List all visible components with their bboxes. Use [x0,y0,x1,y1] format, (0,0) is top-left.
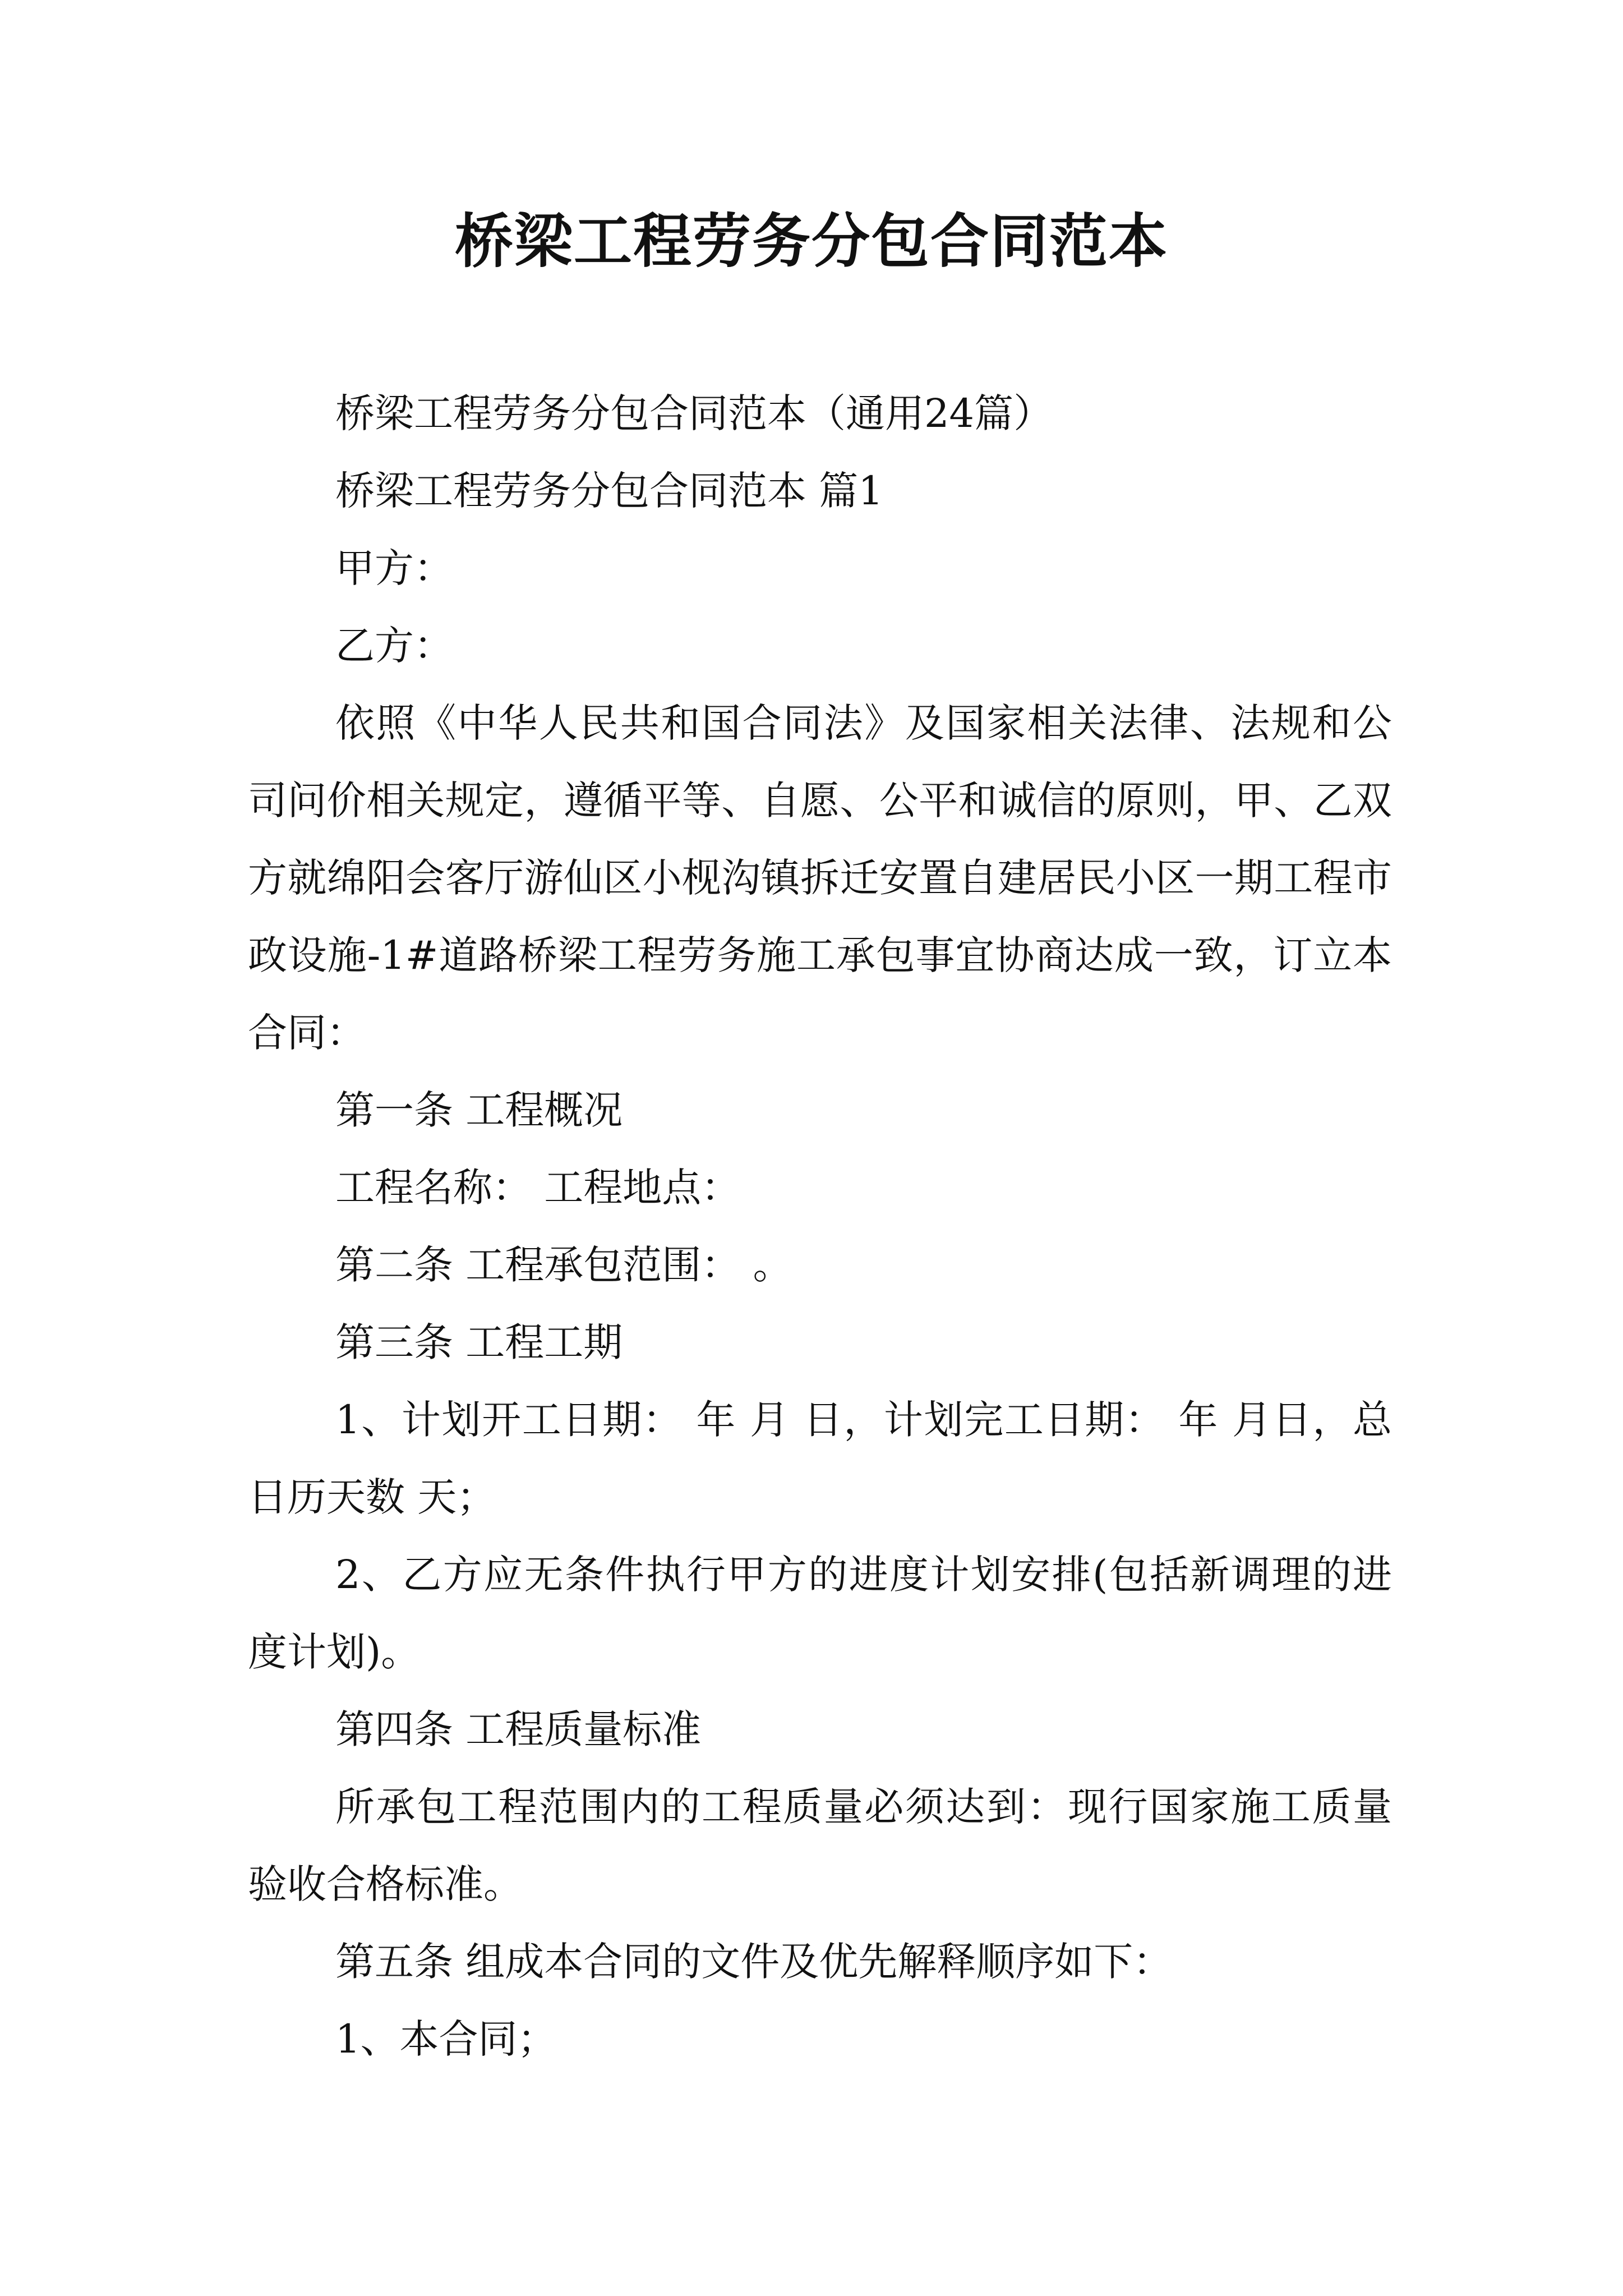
document-title: 桥梁工程劳务分包合同范本 [454,206,1168,275]
paragraph-schedule-2: 2、乙方应无条件执行甲方的进度计划安排(包括新调理的进度计划)。 [248,1552,1392,1675]
paragraph-preamble: 依照《中华人民共和国合同法》及国家相关法律、法规和公司问价相关规定，遵循平等、自愿、公平和诚信的原则，甲、乙双方就绵阳会客厅游仙区小枧沟镇拆迁安置自建居民小区一期工程市政设施-1#道路桥梁工程劳务施工承包事宜协商达成一致，订立本合同： [248,700,1392,1056]
paragraph-article-5: 第五条 组成本合同的文件及优先解释顺序如下： [335,1939,1173,1985]
paragraph-section-heading: 桥梁工程劳务分包合同范本 篇1 [335,468,883,514]
paragraph-schedule-1: 1、计划开工日期： 年 月 日，计划完工日期： 年 月日，总日历天数 天； [248,1397,1392,1520]
paragraph-quality-standard: 所承包工程范围内的工程质量必须达到：现行国家施工质量验收合格标准。 [248,1784,1392,1907]
paragraph-article-2: 第二条 工程承包范围： 。 [335,1242,792,1288]
paragraph-project-name-location: 工程名称： 工程地点： [335,1165,741,1211]
paragraph-article-1: 第一条 工程概况 [335,1087,623,1133]
paragraph-document-order-1: 1、本合同； [335,2016,557,2062]
paragraph-party-a: 甲方： [335,545,453,591]
paragraph-collection-title: 桥梁工程劳务分包合同范本（通用24篇） [335,390,1053,436]
paragraph-article-4: 第四条 工程质量标准 [335,1706,702,1752]
document-body [248,375,1392,2078]
paragraph-article-3: 第三条 工程工期 [335,1319,623,1365]
paragraph-party-b: 乙方： [335,623,453,669]
